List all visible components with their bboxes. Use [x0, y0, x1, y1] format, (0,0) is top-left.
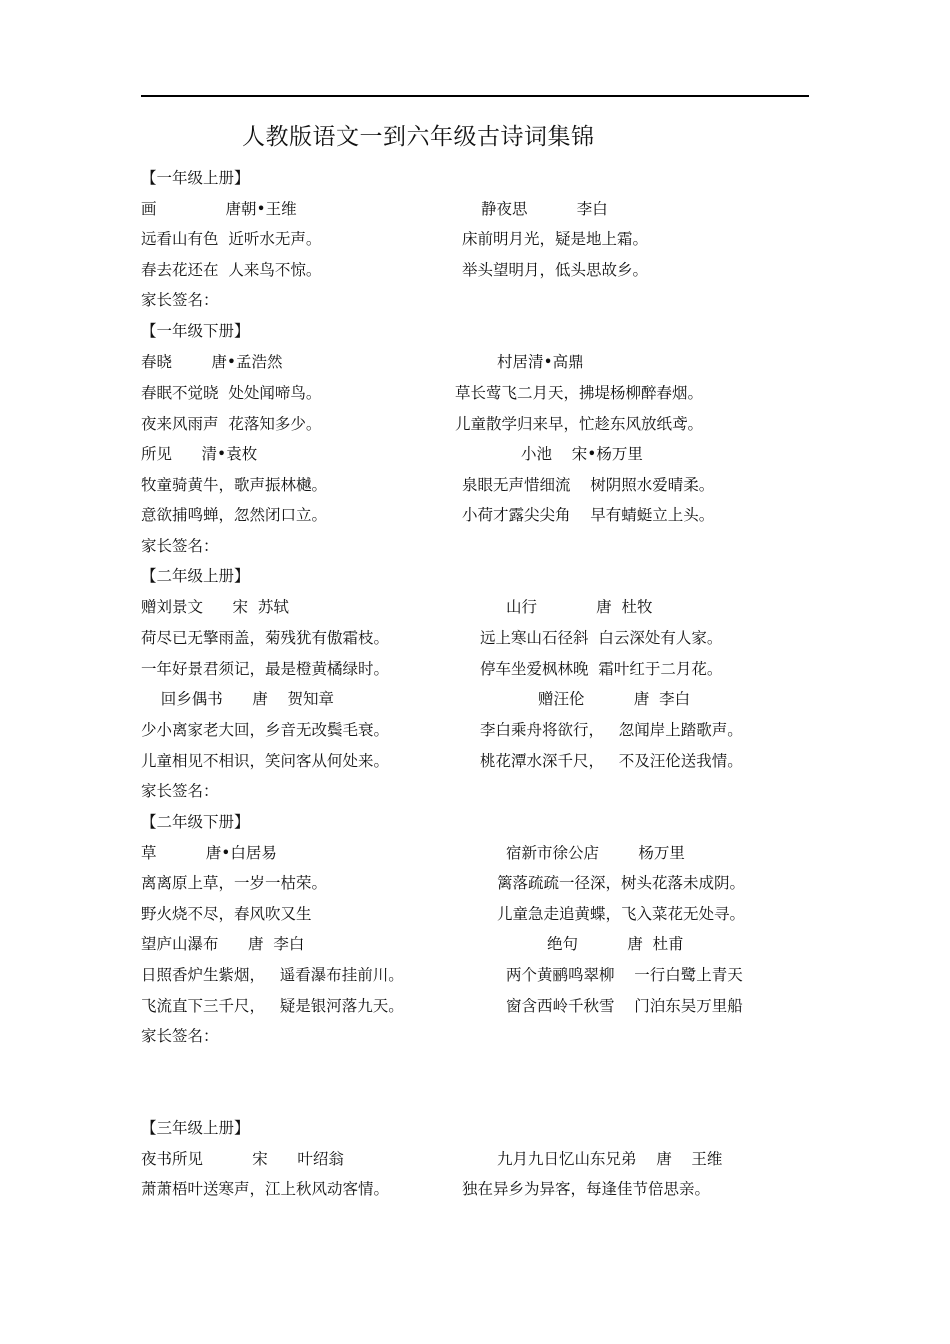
- text-line-right: 儿童急走追黄蝶，飞入菜花无处寻。: [497, 905, 746, 923]
- text-line-right: 儿童散学归来早，忙趁东风放纸鸢。: [455, 415, 704, 433]
- text-line-left: 儿童相见不相识，笑问客从何处来。: [141, 752, 390, 770]
- text-line-left: 家长签名：: [141, 537, 219, 555]
- text-line-right: 停车坐爱枫林晚 霜叶红于二月花。: [480, 660, 723, 678]
- text-line-right: 宿新市徐公店 杨万里: [506, 844, 685, 862]
- text-line-left: 赠刘景文 宋 苏轼: [141, 598, 289, 616]
- text-line-left: 【三年级上册】: [141, 1119, 250, 1137]
- header-rule: [141, 95, 809, 97]
- text-line-right: 李白乘舟将欲行， 忽闻岸上踏歌声。: [480, 721, 743, 739]
- text-line-right: 泉眼无声惜细流 树阴照水爱晴柔。: [462, 476, 715, 494]
- text-line-left: 画 唐朝•王维: [141, 200, 297, 218]
- text-line-left: 【一年级上册】: [141, 169, 250, 187]
- text-line-left: 草 唐•白居易: [141, 844, 277, 862]
- text-line-left: 日照香炉生紫烟， 遥看瀑布挂前川。: [141, 966, 404, 984]
- text-line-left: 意欲捕鸣蝉，忽然闭口立。: [141, 506, 328, 524]
- text-line-left: 萧萧梧叶送寒声，江上秋风动客情。: [141, 1180, 390, 1198]
- text-line-left: 野火烧不尽，春风吹又生: [141, 905, 312, 923]
- text-line-right: 小池 宋•杨万里: [521, 445, 643, 463]
- text-line-left: 飞流直下三千尺， 疑是银河落九天。: [141, 997, 404, 1015]
- text-line-left: 少小离家老大回，乡音无改鬓毛衰。: [141, 721, 390, 739]
- text-line-right: 举头望明月，低头思故乡。: [462, 261, 649, 279]
- text-line-left: 春晓 唐•孟浩然: [141, 353, 283, 371]
- text-line-right: 静夜思 李白: [481, 200, 608, 218]
- text-line-left: 荷尽已无擎雨盖，菊残犹有傲霜枝。: [141, 629, 390, 647]
- text-line-right: 窗含西岭千秋雪 门泊东吴万里船: [506, 997, 743, 1015]
- text-line-right: 床前明月光，疑是地上霜。: [462, 230, 649, 248]
- text-line-left: 【二年级下册】: [141, 813, 250, 831]
- text-line-right: 村居清•高鼎: [497, 353, 584, 371]
- text-line-right: 山行 唐 杜牧: [506, 598, 653, 616]
- text-line-right: 草长莺飞二月天，拂堤杨柳醉春烟。: [455, 384, 704, 402]
- text-line-left: 一年好景君须记，最是橙黄橘绿时。: [141, 660, 390, 678]
- text-line-left: 春眠不觉晓 处处闻啼鸟。: [141, 384, 322, 402]
- text-line-right: 远上寒山石径斜 白云深处有人家。: [480, 629, 723, 647]
- text-line-left: 家长签名：: [141, 782, 219, 800]
- text-line-right: 篱落疏疏一径深，树头花落未成阴。: [497, 874, 746, 892]
- text-line-left: 【二年级上册】: [141, 567, 250, 585]
- text-line-right: 小荷才露尖尖角 早有蜻蜓立上头。: [462, 506, 715, 524]
- text-line-left: 【一年级下册】: [141, 322, 250, 340]
- text-line-right: 独在异乡为异客，每逢佳节倍思亲。: [462, 1180, 711, 1198]
- text-line-left: 家长签名：: [141, 1027, 219, 1045]
- text-line-left: 望庐山瀑布 唐 李白: [141, 935, 305, 953]
- text-line-left: 所见 清•袁枚: [141, 445, 258, 463]
- text-line-left: 离离原上草，一岁一枯荣。: [141, 874, 328, 892]
- text-line-left: 夜书所见 宋 叶绍翁: [141, 1150, 344, 1168]
- text-line-left: 夜来风雨声 花落知多少。: [141, 415, 322, 433]
- text-line-left: 远看山有色 近听水无声。: [141, 230, 322, 248]
- text-line-right: 九月九日忆山东兄弟 唐 王维: [497, 1150, 723, 1168]
- text-line-right: 两个黄鹂鸣翠柳 一行白鹭上青天: [506, 966, 743, 984]
- page-title: 人教版语文一到六年级古诗词集锦: [242, 124, 595, 150]
- text-line-right: 赠汪伦 唐 李白: [538, 690, 691, 708]
- text-line-left: 春去花还在 人来鸟不惊。: [141, 261, 322, 279]
- text-line-left: 牧童骑黄牛，歌声振林樾。: [141, 476, 328, 494]
- text-line-right: 绝句 唐 杜甫: [547, 935, 684, 953]
- text-line-right: 桃花潭水深千尺， 不及汪伦送我情。: [480, 752, 743, 770]
- text-line-left: 回乡偶书 唐 贺知章: [141, 690, 334, 708]
- text-line-left: 家长签名：: [141, 291, 219, 309]
